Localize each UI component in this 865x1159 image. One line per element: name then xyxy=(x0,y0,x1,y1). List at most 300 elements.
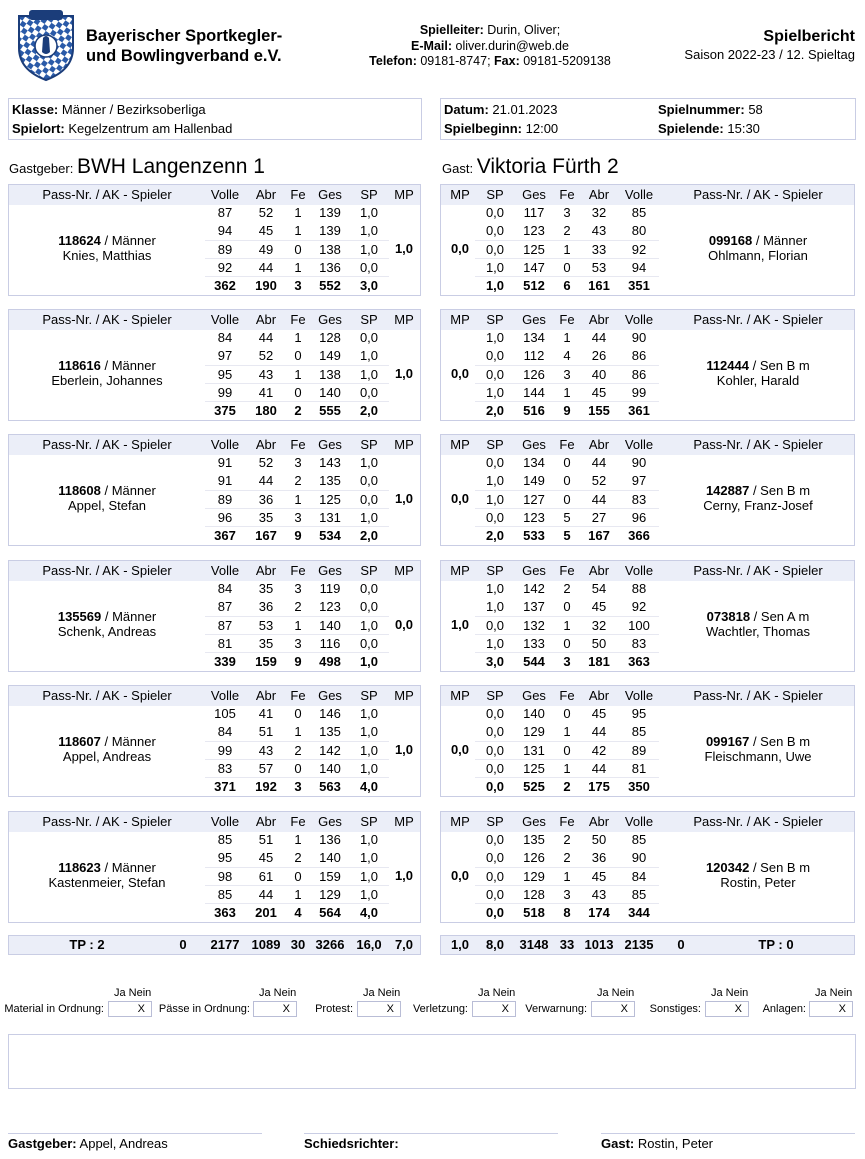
pass-number: 118624 xyxy=(58,233,101,248)
score-cell: 0,0 xyxy=(485,509,505,525)
score-cell: 85 xyxy=(217,886,233,902)
mp-column-label: MP xyxy=(450,437,470,452)
row-divider xyxy=(475,634,659,635)
away-signature: Gast: Rostin, Peter xyxy=(601,1136,714,1151)
score-cell: 0 xyxy=(563,635,571,651)
away-sum-row xyxy=(441,778,854,796)
score-cell: 1,0 xyxy=(485,599,505,615)
score-cell: 2 xyxy=(294,599,302,615)
score-cell: 0 xyxy=(563,491,571,507)
home-totals xyxy=(8,935,421,955)
away-player-name xyxy=(663,860,853,890)
match-info-right: Datum: 21.01.2023 Spielbeginn: 12:00 Spielnummer: 58 Spielende: 15:30 xyxy=(440,98,856,140)
check-label: Verletzung: xyxy=(412,1003,468,1015)
referee-signature-line xyxy=(304,1133,558,1134)
score-cell: 95 xyxy=(217,850,233,866)
score-cell: 2 xyxy=(294,850,302,866)
score-cell: 563 xyxy=(319,779,341,795)
score-cell: 339 xyxy=(214,654,236,670)
abr-column-label: Abr xyxy=(255,814,277,829)
check-label: Pässe in Ordnung: xyxy=(158,1003,250,1015)
report-title: Spielbericht Saison 2022-23 / 12. Spieltag xyxy=(684,28,855,62)
score-cell: 0,0 xyxy=(485,706,505,721)
score-cell: 125 xyxy=(319,491,341,507)
score-cell: 0,0 xyxy=(485,850,505,866)
fe-column-label: Fe xyxy=(290,814,306,829)
fe-column-label: Fe xyxy=(559,437,575,452)
away-total-cell: 1,0 xyxy=(450,937,470,952)
score-cell: 5 xyxy=(563,528,571,544)
checks-section xyxy=(0,985,865,1025)
score-cell: 90 xyxy=(631,455,647,470)
score-cell: 2,0 xyxy=(485,403,505,419)
score-cell: 1,0 xyxy=(359,868,379,884)
score-cell: 26 xyxy=(591,348,607,364)
score-cell: 512 xyxy=(523,278,545,294)
away-match-point: 0,0 xyxy=(450,742,470,757)
score-cell: 0,0 xyxy=(485,760,505,776)
score-cell: 1,0 xyxy=(359,886,379,902)
check-box[interactable]: X xyxy=(253,1001,297,1017)
score-cell: 91 xyxy=(217,455,233,470)
score-cell: 92 xyxy=(631,241,647,257)
home-signature-line xyxy=(8,1133,262,1134)
throw-row xyxy=(441,204,854,222)
score-cell: 99 xyxy=(217,384,233,400)
player-column-label: Pass-Nr. / AK - Spieler xyxy=(42,437,172,452)
home-column-header xyxy=(9,812,420,832)
check-box[interactable]: X xyxy=(705,1001,749,1017)
score-cell: 140 xyxy=(319,384,341,400)
score-cell: 9 xyxy=(294,654,302,670)
score-cell: 1 xyxy=(294,366,302,382)
score-cell: 180 xyxy=(255,403,277,419)
volle-column-label: Volle xyxy=(624,563,654,578)
score-cell: 85 xyxy=(631,886,647,902)
score-cell: 44 xyxy=(591,491,607,507)
score-cell: 0,0 xyxy=(485,886,505,902)
away-player-name xyxy=(663,483,853,513)
home-player-block xyxy=(8,184,421,296)
row-divider xyxy=(475,652,659,653)
score-cell: 0 xyxy=(563,259,571,275)
score-cell: 105 xyxy=(214,706,236,721)
sp-column-label: SP xyxy=(486,563,504,578)
score-cell: 97 xyxy=(631,473,647,489)
score-cell: 2,0 xyxy=(359,528,379,544)
score-cell: 1,0 xyxy=(485,278,505,294)
sp-column-label: SP xyxy=(486,814,504,829)
score-cell: 3 xyxy=(294,278,302,294)
score-cell: 143 xyxy=(319,455,341,470)
age-class: / Männer xyxy=(100,860,156,875)
score-cell: 131 xyxy=(523,742,545,758)
fe-column-label: Fe xyxy=(559,563,575,578)
ja-nein-header: Ja Nein xyxy=(478,987,516,999)
ges-column-label: Ges xyxy=(522,563,546,578)
score-cell: 0,0 xyxy=(359,599,379,615)
score-cell: 125 xyxy=(523,760,545,776)
score-cell: 32 xyxy=(591,205,607,220)
volle-column-label: Volle xyxy=(210,187,240,202)
age-class: / Männer xyxy=(100,483,156,498)
check-label: Protest: xyxy=(315,1003,353,1015)
score-cell: 83 xyxy=(217,760,233,776)
score-cell: 149 xyxy=(523,473,545,489)
score-cell: 36 xyxy=(258,491,274,507)
throw-row xyxy=(9,204,420,222)
score-cell: 129 xyxy=(319,886,341,902)
abr-column-label: Abr xyxy=(255,688,277,703)
home-player-block xyxy=(8,811,421,923)
ges-column-label: Ges xyxy=(522,437,546,452)
score-cell: 0,0 xyxy=(485,832,505,847)
score-cell: 51 xyxy=(258,724,274,740)
home-total-cell: 16,0 xyxy=(356,937,382,952)
score-cell: 1 xyxy=(294,330,302,345)
away-match-point: 1,0 xyxy=(450,617,470,632)
volle-column-label: Volle xyxy=(210,437,240,452)
home-match-point: 0,0 xyxy=(394,617,414,632)
away-player-block xyxy=(440,560,855,672)
away-sum-row xyxy=(441,904,854,922)
mp-column-label: MP xyxy=(450,688,470,703)
score-cell: 6 xyxy=(563,278,571,294)
remarks-box[interactable] xyxy=(8,1034,856,1089)
away-team: Gast: Viktoria Fürth 2 xyxy=(442,155,619,178)
score-cell: 1,0 xyxy=(359,223,379,239)
away-player-block xyxy=(440,184,855,296)
score-cell: 131 xyxy=(319,509,341,525)
score-cell: 518 xyxy=(523,905,545,921)
score-cell: 128 xyxy=(319,330,341,345)
score-cell: 50 xyxy=(591,635,607,651)
score-cell: 140 xyxy=(319,760,341,776)
row-divider xyxy=(475,741,659,742)
score-cell: 525 xyxy=(523,779,545,795)
score-cell: 129 xyxy=(523,868,545,884)
score-cell: 552 xyxy=(319,278,341,294)
score-cell: 89 xyxy=(217,241,233,257)
score-cell: 140 xyxy=(319,617,341,633)
score-cell: 0 xyxy=(563,742,571,758)
player-name: Fleischmann, Uwe xyxy=(704,749,812,764)
score-cell: 0,0 xyxy=(485,742,505,758)
score-cell: 201 xyxy=(255,905,277,921)
player-column-label: Pass-Nr. / AK - Spieler xyxy=(693,814,823,829)
score-cell: 127 xyxy=(523,491,545,507)
score-cell: 36 xyxy=(591,850,607,866)
score-cell: 81 xyxy=(217,635,233,651)
score-cell: 32 xyxy=(591,617,607,633)
score-cell: 555 xyxy=(319,403,341,419)
row-divider xyxy=(205,903,389,904)
score-cell: 54 xyxy=(591,581,607,596)
score-cell: 1,0 xyxy=(485,491,505,507)
score-cell: 35 xyxy=(258,581,274,596)
home-player-name xyxy=(12,483,202,513)
score-cell: 8 xyxy=(563,905,571,921)
score-cell: 1,0 xyxy=(359,832,379,847)
score-cell: 1 xyxy=(294,617,302,633)
check-box[interactable]: X xyxy=(357,1001,401,1017)
away-player-name xyxy=(663,358,853,388)
row-divider xyxy=(475,616,659,617)
player-pass-line xyxy=(12,233,202,248)
throw-row xyxy=(441,580,854,598)
score-cell: 44 xyxy=(591,760,607,776)
score-cell: 44 xyxy=(591,724,607,740)
sp-column-label: SP xyxy=(360,437,378,452)
sp-column-label: SP xyxy=(486,688,504,703)
score-cell: 36 xyxy=(258,599,274,615)
score-cell: 97 xyxy=(217,348,233,364)
score-cell: 371 xyxy=(214,779,236,795)
score-cell: 35 xyxy=(258,635,274,651)
score-cell: 45 xyxy=(591,599,607,615)
score-cell: 1 xyxy=(563,868,571,884)
score-cell: 44 xyxy=(258,473,274,489)
score-cell: 89 xyxy=(217,491,233,507)
score-cell: 0,0 xyxy=(485,617,505,633)
away-column-header xyxy=(441,435,854,455)
score-cell: 1,0 xyxy=(359,742,379,758)
row-divider xyxy=(475,401,659,402)
score-cell: 99 xyxy=(631,384,647,400)
score-cell: 87 xyxy=(217,617,233,633)
score-cell: 94 xyxy=(631,259,647,275)
score-cell: 135 xyxy=(319,473,341,489)
score-cell: 174 xyxy=(588,905,610,921)
score-cell: 1 xyxy=(294,724,302,740)
pass-number: 112444 xyxy=(706,358,749,373)
row-divider xyxy=(205,777,389,778)
score-cell: 92 xyxy=(631,599,647,615)
abr-column-label: Abr xyxy=(588,187,610,202)
sp-column-label: SP xyxy=(360,688,378,703)
score-cell: 112 xyxy=(523,348,545,364)
score-cell: 5 xyxy=(563,509,571,525)
score-cell: 138 xyxy=(319,366,341,382)
home-team: Gastgeber: BWH Langenzenn 1 xyxy=(9,155,265,178)
score-cell: 344 xyxy=(628,905,650,921)
check-box[interactable]: X xyxy=(809,1001,853,1017)
home-signature: Gastgeber: Appel, Andreas xyxy=(8,1136,168,1151)
mp-column-label: MP xyxy=(394,814,414,829)
player-name: Rostin, Peter xyxy=(720,875,796,890)
score-cell: 129 xyxy=(523,724,545,740)
score-cell: 1 xyxy=(563,241,571,257)
throw-row xyxy=(441,329,854,347)
score-cell: 1,0 xyxy=(359,366,379,382)
score-cell: 0 xyxy=(294,706,302,721)
ja-nein-header: Ja Nein xyxy=(815,987,853,999)
age-class: / Sen B m xyxy=(749,483,811,498)
row-divider xyxy=(205,401,389,402)
score-cell: 126 xyxy=(523,850,545,866)
score-cell: 192 xyxy=(255,779,277,795)
score-cell: 45 xyxy=(591,384,607,400)
score-cell: 45 xyxy=(258,850,274,866)
score-cell: 0,0 xyxy=(485,868,505,884)
home-total-cell: 2177 xyxy=(210,937,240,952)
score-cell: 375 xyxy=(214,403,236,419)
score-cell: 1,0 xyxy=(485,384,505,400)
score-cell: 52 xyxy=(258,205,274,220)
score-cell: 0 xyxy=(294,868,302,884)
score-cell: 86 xyxy=(631,348,647,364)
row-divider xyxy=(205,741,389,742)
abr-column-label: Abr xyxy=(255,563,277,578)
score-cell: 3 xyxy=(294,455,302,470)
score-cell: 1 xyxy=(563,330,571,345)
fe-column-label: Fe xyxy=(290,437,306,452)
score-cell: 1,0 xyxy=(359,724,379,740)
check-box[interactable]: X xyxy=(472,1001,516,1017)
score-cell: 351 xyxy=(628,278,650,294)
pass-number: 099167 xyxy=(705,734,750,749)
score-cell: 0,0 xyxy=(359,259,379,275)
ges-column-label: Ges xyxy=(522,187,546,202)
home-match-point: 1,0 xyxy=(394,491,414,506)
row-divider xyxy=(475,903,659,904)
score-cell: 0 xyxy=(563,455,571,470)
score-cell: 1 xyxy=(294,205,302,220)
score-cell: 1,0 xyxy=(359,706,379,721)
score-cell: 100 xyxy=(628,617,650,633)
abr-column-label: Abr xyxy=(588,312,610,327)
ges-column-label: Ges xyxy=(318,563,342,578)
away-player-block xyxy=(440,309,855,421)
away-sum-row xyxy=(441,527,854,545)
score-cell: 85 xyxy=(631,724,647,740)
mp-column-label: MP xyxy=(394,312,414,327)
score-cell: 119 xyxy=(319,581,341,596)
player-column-label: Pass-Nr. / AK - Spieler xyxy=(693,688,823,703)
check-box[interactable]: X xyxy=(591,1001,635,1017)
score-cell: 175 xyxy=(588,779,610,795)
sp-column-label: SP xyxy=(360,312,378,327)
row-divider xyxy=(205,759,389,760)
player-column-label: Pass-Nr. / AK - Spieler xyxy=(42,814,172,829)
score-cell: 43 xyxy=(591,223,607,239)
score-cell: 3 xyxy=(294,779,302,795)
mp-column-label: MP xyxy=(450,187,470,202)
home-player-block xyxy=(8,560,421,672)
player-pass-line xyxy=(663,233,853,248)
score-cell: 41 xyxy=(258,706,274,721)
player-pass-line xyxy=(12,609,202,624)
score-cell: 139 xyxy=(319,205,341,220)
score-cell: 167 xyxy=(588,528,610,544)
score-cell: 2 xyxy=(294,742,302,758)
score-cell: 123 xyxy=(523,509,545,525)
score-cell: 84 xyxy=(217,330,233,345)
pass-number: 118607 xyxy=(58,734,101,749)
score-cell: 140 xyxy=(523,706,545,721)
away-player-block xyxy=(440,685,855,797)
age-class: / Männer xyxy=(101,609,157,624)
score-cell: 51 xyxy=(258,832,274,847)
fe-column-label: Fe xyxy=(559,187,575,202)
home-sum-row xyxy=(9,778,420,796)
pass-number: 142887 xyxy=(705,483,750,498)
score-cell: 136 xyxy=(319,832,341,847)
score-cell: 95 xyxy=(217,366,233,382)
score-cell: 43 xyxy=(258,742,274,758)
ges-column-label: Ges xyxy=(522,312,546,327)
row-divider xyxy=(475,867,659,868)
player-name: Schenk, Andreas xyxy=(57,624,157,639)
score-cell: 3 xyxy=(563,654,571,670)
score-cell: 57 xyxy=(258,760,274,776)
score-cell: 4,0 xyxy=(359,905,379,921)
age-class: / Männer xyxy=(100,734,156,749)
player-column-label: Pass-Nr. / AK - Spieler xyxy=(42,187,172,202)
check-box[interactable]: X xyxy=(108,1001,152,1017)
home-column-header xyxy=(9,310,420,330)
score-cell: 96 xyxy=(631,509,647,525)
score-cell: 564 xyxy=(319,905,341,921)
score-cell: 1,0 xyxy=(359,617,379,633)
home-total-cell: 30 xyxy=(290,937,306,952)
score-cell: 146 xyxy=(319,706,341,721)
row-divider xyxy=(205,526,389,527)
score-cell: 50 xyxy=(591,832,607,847)
score-cell: 140 xyxy=(319,850,341,866)
row-divider xyxy=(475,276,659,277)
home-column-header xyxy=(9,185,420,205)
score-cell: 1 xyxy=(563,724,571,740)
player-pass-line xyxy=(663,483,853,498)
row-divider xyxy=(205,885,389,886)
score-cell: 0,0 xyxy=(359,330,379,345)
row-divider xyxy=(475,490,659,491)
score-cell: 85 xyxy=(217,832,233,847)
ges-column-label: Ges xyxy=(318,688,342,703)
player-column-label: Pass-Nr. / AK - Spieler xyxy=(693,187,823,202)
row-divider xyxy=(475,777,659,778)
home-total-cell: 3266 xyxy=(315,937,345,952)
score-cell: 1 xyxy=(294,832,302,847)
score-cell: 3 xyxy=(563,366,571,382)
score-cell: 128 xyxy=(523,886,545,902)
volle-column-label: Volle xyxy=(624,312,654,327)
row-divider xyxy=(205,240,389,241)
score-cell: 516 xyxy=(523,403,545,419)
mp-column-label: MP xyxy=(394,187,414,202)
pass-number: 118608 xyxy=(58,483,101,498)
home-sum-row xyxy=(9,653,420,671)
player-name: Kohler, Harald xyxy=(716,373,800,388)
score-cell: 0,0 xyxy=(485,724,505,740)
score-cell: 1,0 xyxy=(359,850,379,866)
player-pass-line xyxy=(663,860,853,875)
volle-column-label: Volle xyxy=(210,688,240,703)
score-cell: 35 xyxy=(258,509,274,525)
score-cell: 1,0 xyxy=(485,635,505,651)
score-cell: 136 xyxy=(319,259,341,275)
score-cell: 0,0 xyxy=(359,491,379,507)
away-total-cell: 0 xyxy=(677,937,685,952)
score-cell: 2 xyxy=(563,223,571,239)
abr-column-label: Abr xyxy=(588,688,610,703)
away-total-cell: 2135 xyxy=(624,937,654,952)
score-cell: 363 xyxy=(628,654,650,670)
score-cell: 44 xyxy=(591,330,607,345)
score-cell: 53 xyxy=(258,617,274,633)
away-match-point: 0,0 xyxy=(450,241,470,256)
